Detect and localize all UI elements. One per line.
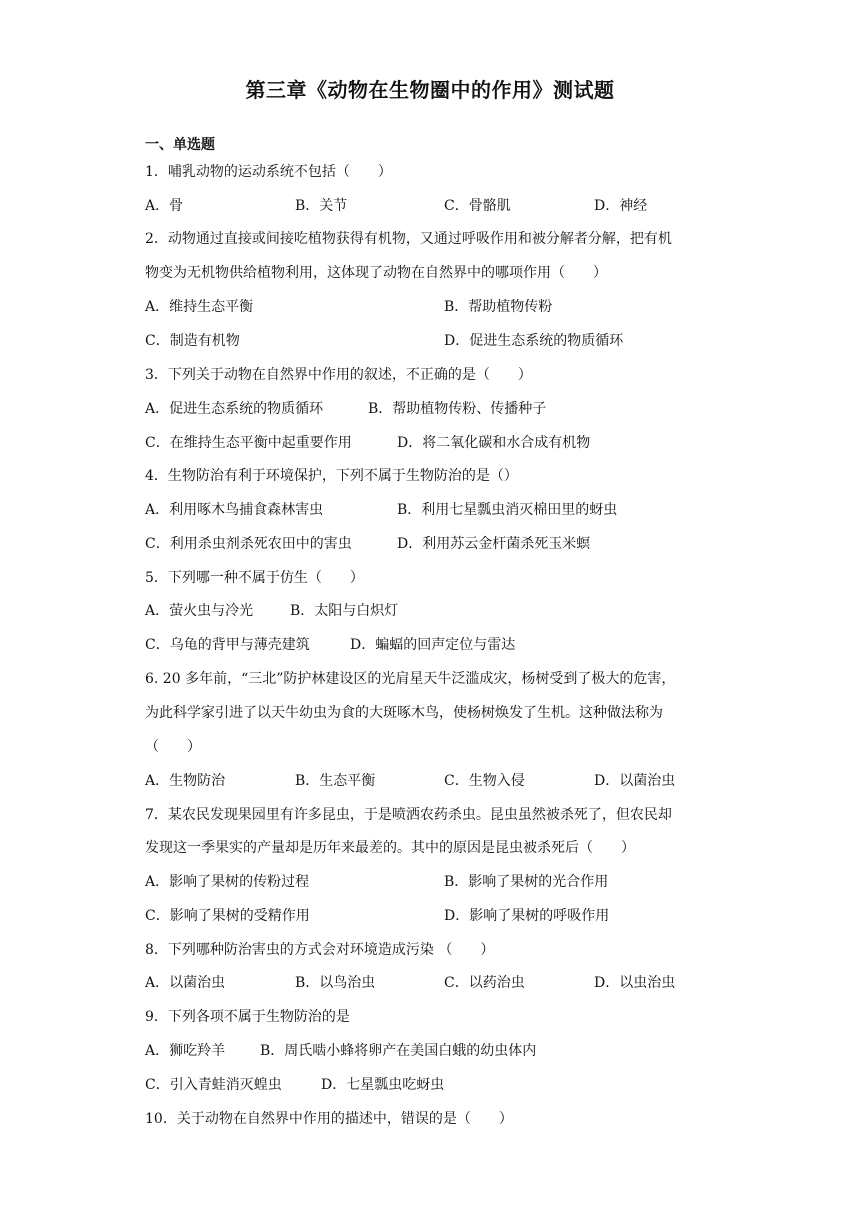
- question-8-text: 8．下列哪种防治害虫的方式会对环境造成污染 （ ）: [145, 942, 495, 958]
- question-1-text: 1．哺乳动物的运动系统不包括（ ）: [145, 164, 392, 180]
- q3-option-c: C．在维持生态平衡中起重要作用: [145, 435, 352, 451]
- q5-option-b: B．太阳与白炽灯: [290, 603, 399, 619]
- q7-option-b: B．影响了果树的光合作用: [444, 874, 609, 890]
- q5-option-a: A．萤火虫与冷光: [145, 603, 254, 619]
- q9-option-a: A．狮吃羚羊: [145, 1043, 226, 1059]
- question-3-text: 3．下列关于动物在自然界中作用的叙述，不正确的是（ ）: [145, 367, 532, 383]
- q3-option-a: A．促进生态系统的物质循环: [145, 401, 324, 417]
- q7-option-c: C．影响了果树的受精作用: [145, 908, 310, 924]
- q6-option-c: C．生物入侵: [444, 773, 525, 789]
- question-5-text: 5．下列哪一种不属于仿生（ ）: [145, 570, 364, 586]
- section-heading: 一、单选题: [145, 137, 215, 153]
- page-title: 第三章《动物在生物圈中的作用》测试题: [245, 78, 615, 102]
- q4-option-d: D．利用苏云金杆菌杀死玉米螟: [397, 536, 591, 552]
- q5-option-d: D．蝙蝠的回声定位与雷达: [350, 637, 516, 653]
- question-10-text: 10．关于动物在自然界中作用的描述中，错误的是（ ）: [145, 1111, 513, 1127]
- q8-option-a: A．以菌治虫: [145, 975, 226, 991]
- q1-option-b: B．关节: [295, 198, 348, 214]
- question-6-text-line-1: 6. 20 多年前，“三北”防护林建设区的光肩星天牛泛滥成灾，杨树受到了极大的危害，: [145, 671, 676, 687]
- q9-option-c: C．引入青蛙消灭蝗虫: [145, 1077, 282, 1093]
- question-2-text-line-1: 2．动物通过直接或间接吃植物获得有机物，又通过呼吸作用和被分解者分解，把有机: [145, 231, 672, 247]
- q8-option-c: C．以药治虫: [444, 975, 525, 991]
- q1-option-d: D．神经: [594, 198, 648, 214]
- q5-option-c: C．乌龟的背甲与薄壳建筑: [145, 637, 310, 653]
- q4-option-a: A．利用啄木鸟捕食森林害虫: [145, 502, 324, 518]
- q4-option-c: C．利用杀虫剂杀死农田中的害虫: [145, 536, 352, 552]
- q1-option-a: A．骨: [145, 198, 184, 214]
- q2-option-a: A．维持生态平衡: [145, 299, 254, 315]
- q3-option-b: B．帮助植物传粉、传播种子: [368, 401, 547, 417]
- q6-option-d: D．以菌治虫: [594, 773, 676, 789]
- q2-option-c: C．制造有机物: [145, 333, 240, 349]
- q2-option-d: D．促进生态系统的物质循环: [444, 333, 624, 349]
- question-6-text-line-2: 为此科学家引进了以天牛幼虫为食的大斑啄木鸟，使杨树焕发了生机。这种做法称为: [145, 705, 663, 721]
- q1-option-c: C．骨骼肌: [444, 198, 511, 214]
- q4-option-b: B．利用七星瓢虫消灭棉田里的蚜虫: [397, 502, 618, 518]
- question-2-text-line-2: 物变为无机物供给植物利用，这体现了动物在自然界中的哪项作用（ ）: [145, 265, 607, 281]
- q6-option-b: B．生态平衡: [295, 773, 376, 789]
- q7-option-a: A．影响了果树的传粉过程: [145, 874, 310, 890]
- question-7-text-line-2: 发现这一季果实的产量却是历年来最差的。其中的原因是昆虫被杀死后（ ）: [145, 840, 635, 856]
- q7-option-d: D．影响了果树的呼吸作用: [444, 908, 610, 924]
- q8-option-b: B．以鸟治虫: [295, 975, 376, 991]
- q3-option-d: D．将二氧化碳和水合成有机物: [397, 435, 591, 451]
- question-4-text: 4．生物防治有利于环境保护，下列不属于生物防治的是（）: [145, 468, 518, 484]
- question-7-text-line-1: 7．某农民发现果园里有许多昆虫，于是喷洒农药杀虫。昆虫虽然被杀死了，但农民却: [145, 807, 672, 823]
- q9-option-d: D．七星瓢虫吃蚜虫: [321, 1077, 445, 1093]
- question-6-text-line-3: （ ）: [145, 739, 201, 755]
- q9-option-b: B．周氏啮小蜂将卵产在美国白蛾的幼虫体内: [260, 1043, 537, 1059]
- q8-option-d: D．以虫治虫: [594, 975, 676, 991]
- q2-option-b: B．帮助植物传粉: [444, 299, 553, 315]
- q6-option-a: A．生物防治: [145, 773, 226, 789]
- question-9-text: 9．下列各项不属于生物防治的是: [145, 1009, 350, 1025]
